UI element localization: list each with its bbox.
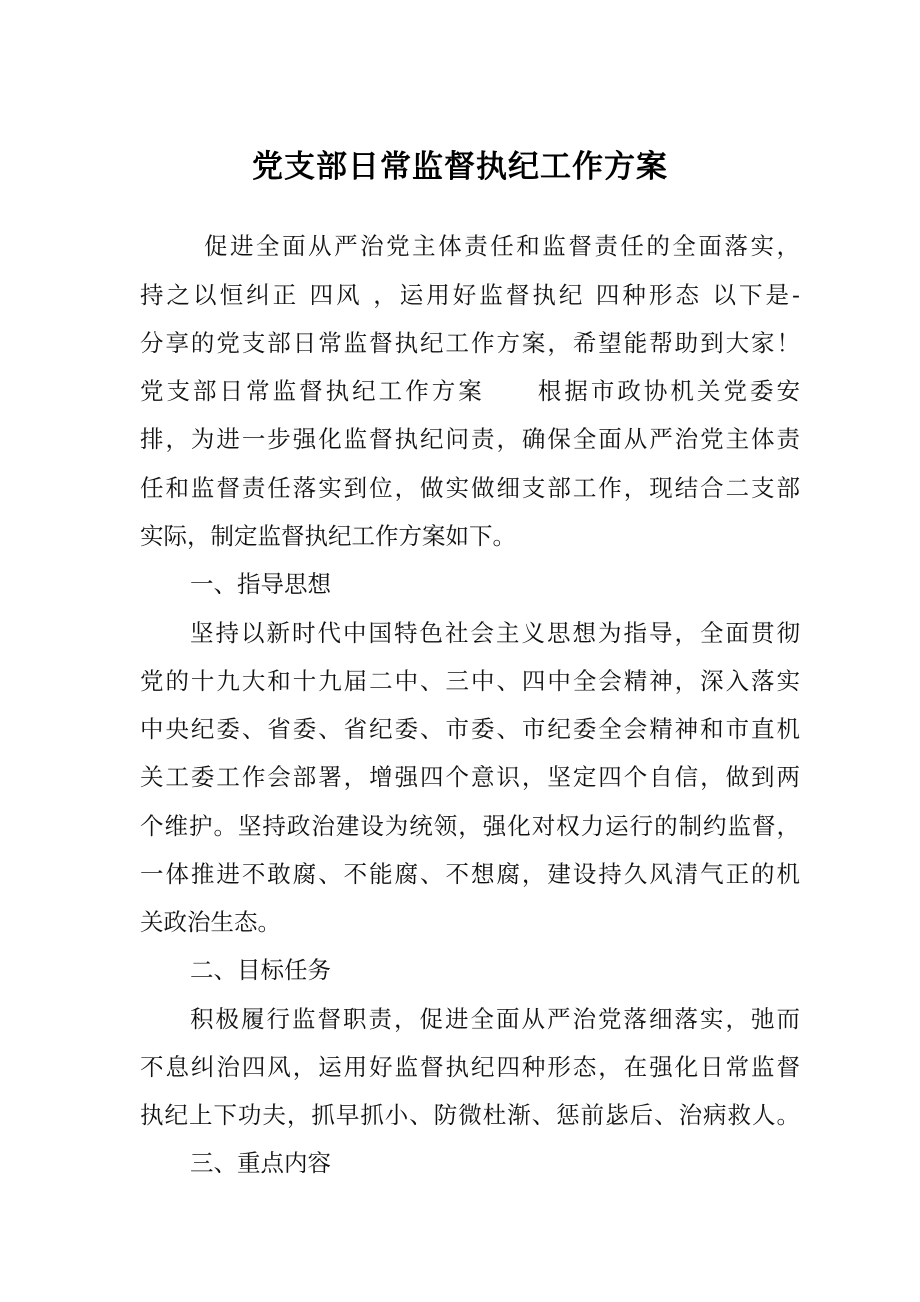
paragraph-line: 坚持以新时代中国特色社会主义思想为指导，全面贯彻 xyxy=(190,619,800,647)
paragraph-line: 个维护。坚持政治建设为统领，强化对权力运行的制约监督， xyxy=(140,812,800,840)
paragraph-line: 积极履行监督职责，促进全面从严治党落细落实，弛而 xyxy=(190,1005,800,1033)
document-title: 党支部日常监督执纪工作方案 xyxy=(252,149,668,185)
section-heading: 一、指导思想 xyxy=(190,570,331,598)
paragraph-line: 分享的党支部日常监督执纪工作方案，希望能帮助到大家！ xyxy=(140,329,800,357)
paragraph-line: 实际，制定监督执纪工作方案如下。 xyxy=(140,522,516,550)
paragraph-line: 执纪上下功夫，抓早抓小、防微杜渐、惩前毖后、治病救人。 xyxy=(140,1101,800,1129)
section-heading: 三、重点内容 xyxy=(190,1149,331,1177)
paragraph-line: 不息纠治四风，运用好监督执纪四种形态，在强化日常监督 xyxy=(140,1053,800,1081)
paragraph-line: 关工委工作会部署，增强四个意识，坚定四个自信，做到两 xyxy=(140,763,800,791)
paragraph-line: 一体推进不敢腐、不能腐、不想腐，建设持久风清气正的机 xyxy=(140,860,800,888)
paragraph-line: 中央纪委、省委、省纪委、市委、市纪委全会精神和市直机 xyxy=(140,715,800,743)
paragraph-line: 党支部日常监督执纪工作方案 根据市政协机关党委安 xyxy=(140,377,800,405)
paragraph-line: 任和监督责任落实到位，做实做细支部工作，现结合二支部 xyxy=(140,474,800,502)
paragraph-line: 关政治生态。 xyxy=(140,908,281,936)
paragraph-line: 排，为进一步强化监督执纪问责，确保全面从严治党主体责 xyxy=(140,425,800,453)
paragraph-line: 党的十九大和十九届二中、三中、四中全会精神，深入落实 xyxy=(140,667,800,695)
paragraph-line: 持之以恒纠正 四风 ，运用好监督执纪 四种形态 以下是- xyxy=(140,281,800,309)
section-heading: 二、目标任务 xyxy=(190,956,331,984)
paragraph-line: 促进全面从严治党主体责任和监督责任的全面落实， xyxy=(204,232,800,260)
